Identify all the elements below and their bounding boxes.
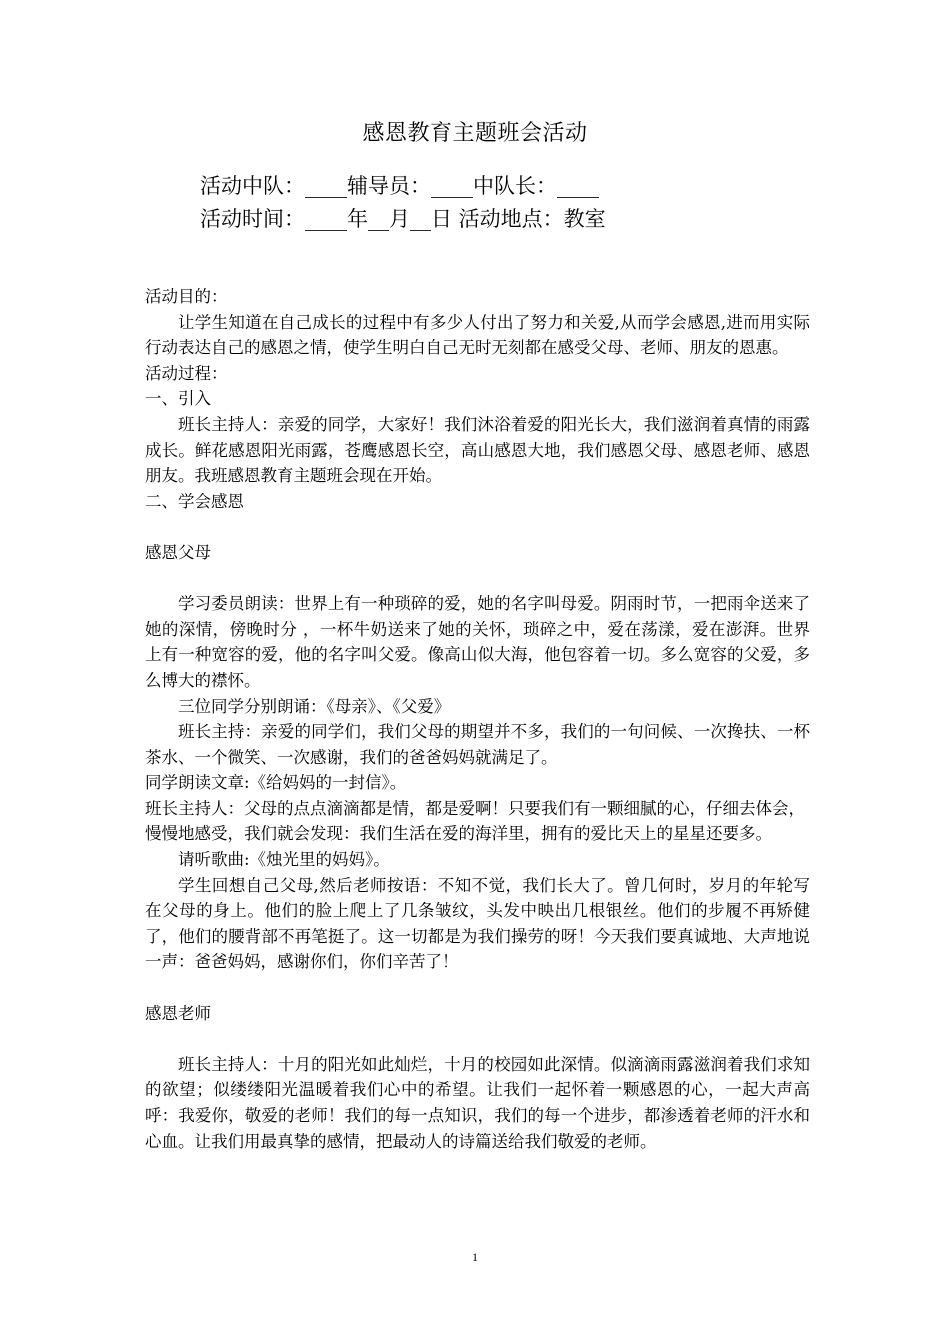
activity-time-line: 活动时间：____年__月__日 活动地点：教室 xyxy=(200,207,606,231)
section1-heading: 一、引入 xyxy=(145,389,211,409)
page-number: 1 xyxy=(472,1250,478,1264)
section2-heading: 二、学会感恩 xyxy=(145,491,244,511)
purpose-heading: 活动目的： xyxy=(145,287,228,306)
spacer xyxy=(145,514,810,540)
parents-paragraph-3: 班长主持：亲爱的同学们，我们父母的期望并不多，我们的一句问候、一次搀扶、一杯茶水、一个微笑、一次感谢，我们的爸爸妈妈就满足了。 xyxy=(145,722,810,767)
spacer xyxy=(145,1026,810,1052)
parents-paragraph-1: 学习委员朗读：世界上有一种琐碎的爱，她的名字叫母爱。阴雨时节，一把雨伞送来了她的深情，傍晚时分 ，一杯牛奶送来了她的关怀，琐碎之中，爱在荡漾，爱在澎湃。世界上有一种宽容的爱，他的名字叫父爱。像高山似大海，他包容着一切。多么宽容的父爱，多么博大的襟怀。 xyxy=(145,594,810,690)
activity-squad-line: 活动中队：____辅导员：____中队长：____ xyxy=(200,174,599,198)
parents-paragraph-4: 同学朗读文章:《给妈妈的一封信》。 xyxy=(145,773,407,793)
parents-paragraph-5: 班长主持人：父母的点点滴滴都是情，都是爱啊！只要我们有一颗细腻的心，仔细去体会，慢慢地感受，我们就会发现：我们生活在爱的海洋里，拥有的爱比天上的星星还要多。 xyxy=(145,798,805,844)
spacer xyxy=(145,975,810,1001)
parents-paragraph-6: 请听歌曲:《烛光里的妈妈》。 xyxy=(178,850,390,870)
teachers-paragraph-1: 班长主持人：十月的阳光如此灿烂，十月的校园如此深情。似滴滴雨露滋润着我们求知的欲望；似缕缕阳光温暖着我们心中的希望。让我们一起怀着一颗感恩的心，一起大声高呼：我爱你，敬爱的老师！我们的每一点知识，我们的每一个进步，都渗透着老师的汗水和心血。让我们用最真挚的感情，把最动人的诗篇送给我们敬爱的老师。 xyxy=(145,1054,810,1151)
purpose-text: 让学生知道在自己成长的过程中有多少人付出了努力和关爱,从而学会感恩,进而用实际行动表达自己的感恩之情，使学生明白自己无时无刻都在感受父母、老师、朋友的恩惠。 xyxy=(145,312,810,358)
process-heading: 活动过程： xyxy=(145,363,228,383)
parents-heading: 感恩父母 xyxy=(145,542,211,562)
parents-paragraph-2: 三位同学分别朗诵：《母亲》、《父爱》 xyxy=(178,696,451,716)
parents-paragraph-7: 学生回想自己父母,然后老师按语：不知不觉，我们长大了。曾几何时，岁月的年轮写在父母的身上。他们的脸上爬上了几条皱纹，头发中映出几根银丝。他们的步履不再矫健了，他们的腰背部不再笔挺了。这一切都是为我们操劳的呀！今天我们要真诚地、大声地说一声：爸爸妈妈，感谢你们，你们辛苦了！ xyxy=(145,875,810,972)
spacer xyxy=(145,566,810,592)
section1-text: 班长主持人：亲爱的同学，大家好！我们沐浴着爱的阳光长大，我们滋润着真情的雨露成长。鲜花感恩阳光雨露，苍鹰感恩长空，高山感恩大地，我们感恩父母、感恩老师、感恩朋友。我班感恩教育主题班会现在开始。 xyxy=(145,414,810,486)
document-title: 感恩教育主题班会活动 xyxy=(362,121,588,146)
teachers-heading: 感恩老师 xyxy=(145,1003,211,1023)
document-body xyxy=(145,284,810,1154)
